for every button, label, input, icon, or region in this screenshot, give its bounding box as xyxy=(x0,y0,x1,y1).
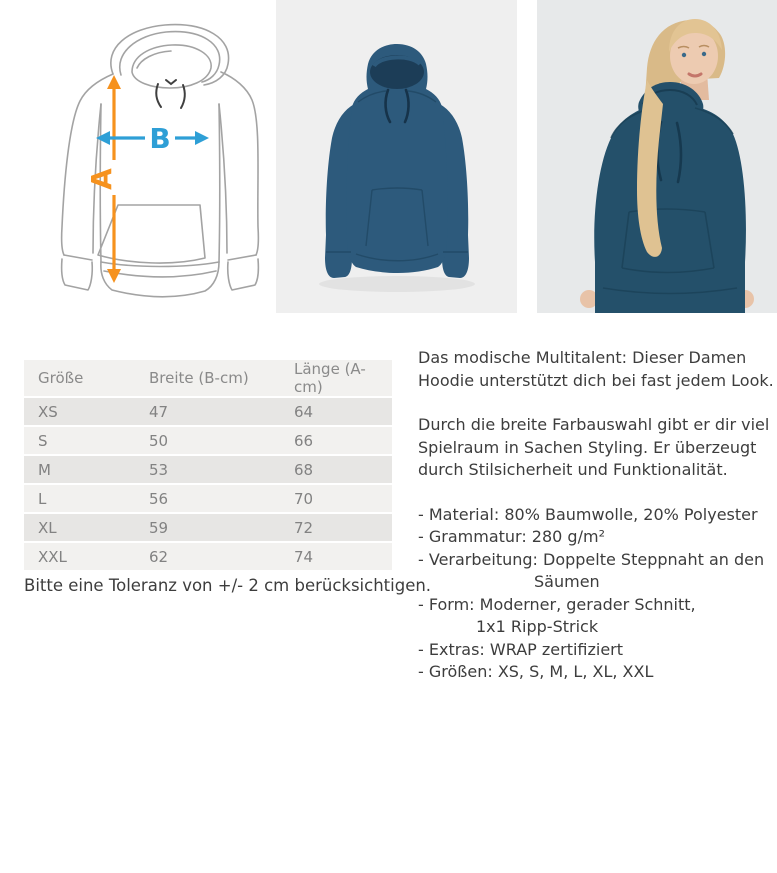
description-specs xyxy=(418,504,777,684)
spec-groessen: - Größen: XS, S, M, L, XL, XXL xyxy=(418,662,654,681)
spec-form-cont: 1x1 Ripp-Strick xyxy=(476,617,599,636)
spec-form: - Form: Moderner, gerader Schnitt, xyxy=(418,594,696,614)
spec-extras: - Extras: WRAP zertifiziert xyxy=(418,639,624,659)
size-table-header-row xyxy=(24,360,392,397)
col-header-length: Länge (A-cm) xyxy=(280,360,392,397)
col-header-size: Größe xyxy=(24,360,135,397)
size-diagram xyxy=(55,22,265,312)
table-row-xs: XS 47 64 xyxy=(24,397,392,426)
length-arrow-icon xyxy=(85,75,121,283)
hoodie-flat-image xyxy=(276,0,517,313)
hoodie-line-drawing xyxy=(55,22,265,312)
width-label: B xyxy=(149,122,171,155)
model-image xyxy=(537,0,777,313)
table-row-l: L 56 70 xyxy=(24,484,392,513)
spec-material: - Material: 80% Baumwolle, 20% Polyester xyxy=(418,504,758,524)
spec-grammatur: - Grammatur: 280 g/m² xyxy=(418,527,605,546)
spec-verarbeitung: - Verarbeitung: Doppelte Steppnaht an den xyxy=(418,549,765,569)
length-label: A xyxy=(85,168,118,190)
product-photo-model xyxy=(537,0,777,313)
description-intro: Das modische Multitalent: Dieser Damen Hoodie unterstützt dich bei fast jedem Look. xyxy=(418,348,774,390)
size-table xyxy=(24,360,392,572)
drawstrings xyxy=(156,80,184,108)
col-header-width: Breite (B-cm) xyxy=(135,360,280,397)
table-row-s: S 50 66 xyxy=(24,426,392,455)
spec-verarbeitung-cont: Säumen xyxy=(534,572,600,591)
product-description xyxy=(418,347,777,706)
description-styling: Durch die breite Farbauswahl gibt er dir viel Spielraum in Sachen Styling. Er überzeugt durch Stilsicherheit und Funktionalität. xyxy=(418,415,770,479)
table-row-xxl: XXL 62 74 xyxy=(24,542,392,571)
table-row-m: M 53 68 xyxy=(24,455,392,484)
product-photo-flat xyxy=(276,0,517,313)
tolerance-note: Bitte eine Toleranz von +/- 2 cm berücksichtigen. xyxy=(24,576,432,595)
table-row-xl: XL 59 72 xyxy=(24,513,392,542)
